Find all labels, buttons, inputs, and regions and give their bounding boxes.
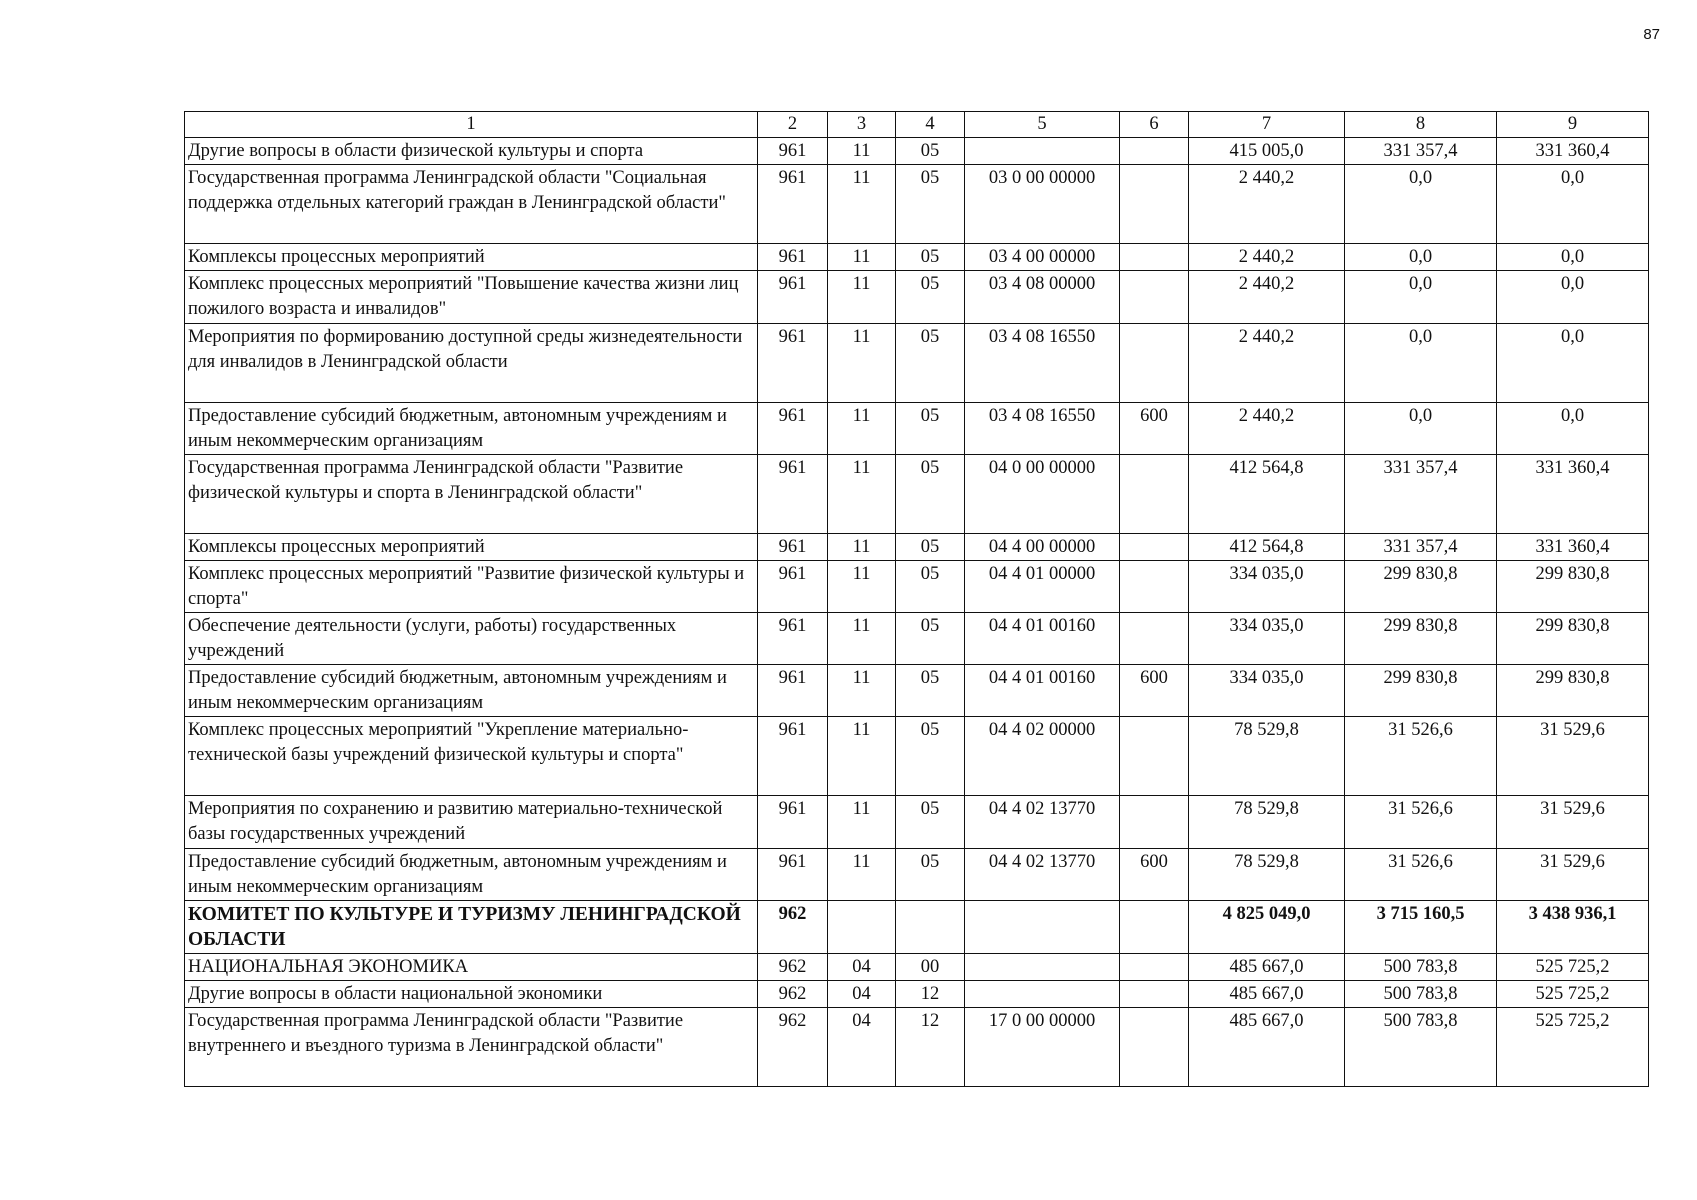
table-row [185,455,1649,534]
cell-col-8: 500 783,8 [1345,954,1497,981]
cell-col-8: 0,0 [1345,165,1497,244]
cell-col-2: 961 [758,324,828,403]
cell-col-3: 11 [828,271,896,324]
cell-col-8: 331 357,4 [1345,534,1497,561]
cell-col-5 [965,954,1120,981]
cell-col-4 [896,901,965,954]
cell-col-4: 05 [896,849,965,901]
cell-col-3: 11 [828,165,896,244]
cell-col-6 [1120,271,1189,324]
cell-col-7: 415 005,0 [1189,138,1345,165]
cell-col-9: 0,0 [1497,271,1649,324]
table-row [185,138,1649,165]
cell-col-5: 04 4 01 00160 [965,613,1120,665]
cell-col-6 [1120,717,1189,796]
cell-col-4: 05 [896,138,965,165]
cell-col-3: 04 [828,981,896,1008]
cell-col-7: 78 529,8 [1189,849,1345,901]
cell-col-6 [1120,901,1189,954]
row-name: Государственная программа Ленинградской области "Социальная поддержка отдельных категорий граждан в Ленинградской области" [185,165,758,244]
header-col-7: 7 [1189,112,1345,138]
cell-col-2: 961 [758,665,828,717]
cell-col-9: 31 529,6 [1497,796,1649,849]
table-row [185,324,1649,403]
header-col-8: 8 [1345,112,1497,138]
cell-col-5: 17 0 00 00000 [965,1008,1120,1087]
cell-col-2: 961 [758,138,828,165]
cell-col-8: 31 526,6 [1345,796,1497,849]
row-name: Предоставление субсидий бюджетным, автономным учреждениям и иным некоммерческим организациям [185,665,758,717]
cell-col-9: 31 529,6 [1497,849,1649,901]
cell-col-2: 961 [758,534,828,561]
cell-col-9: 331 360,4 [1497,534,1649,561]
cell-col-6 [1120,138,1189,165]
cell-col-4: 00 [896,954,965,981]
cell-col-9: 525 725,2 [1497,1008,1649,1087]
cell-col-5: 04 4 02 13770 [965,796,1120,849]
cell-col-9: 299 830,8 [1497,665,1649,717]
table-row [185,613,1649,665]
cell-col-4: 05 [896,403,965,455]
cell-col-5: 03 4 08 16550 [965,324,1120,403]
cell-col-7: 334 035,0 [1189,665,1345,717]
row-name: Мероприятия по сохранению и развитию материально-технической базы государственных учреждений [185,796,758,849]
cell-col-8: 0,0 [1345,324,1497,403]
cell-col-8: 0,0 [1345,271,1497,324]
row-name: НАЦИОНАЛЬНАЯ ЭКОНОМИКА [185,954,758,981]
table-row [185,981,1649,1008]
cell-col-5: 04 4 02 00000 [965,717,1120,796]
cell-col-4: 05 [896,561,965,613]
table-row [185,954,1649,981]
row-name: Обеспечение деятельности (услуги, работы) государственных учреждений [185,613,758,665]
cell-col-7: 78 529,8 [1189,717,1345,796]
cell-col-9: 331 360,4 [1497,455,1649,534]
table-row [185,165,1649,244]
cell-col-9: 0,0 [1497,324,1649,403]
row-name: Другие вопросы в области национальной экономики [185,981,758,1008]
cell-col-8: 3 715 160,5 [1345,901,1497,954]
cell-col-2: 961 [758,613,828,665]
cell-col-7: 412 564,8 [1189,534,1345,561]
cell-col-2: 961 [758,455,828,534]
header-col-3: 3 [828,112,896,138]
cell-col-9: 31 529,6 [1497,717,1649,796]
cell-col-8: 299 830,8 [1345,613,1497,665]
cell-col-4: 05 [896,534,965,561]
cell-col-5: 03 4 08 16550 [965,403,1120,455]
cell-col-9: 299 830,8 [1497,561,1649,613]
cell-col-5: 03 4 00 00000 [965,244,1120,271]
table-row [185,271,1649,324]
cell-col-8: 299 830,8 [1345,561,1497,613]
cell-col-7: 412 564,8 [1189,455,1345,534]
cell-col-5: 04 0 00 00000 [965,455,1120,534]
cell-col-7: 485 667,0 [1189,981,1345,1008]
row-name: Мероприятия по формированию доступной среды жизнедеятельности для инвалидов в Ленинградской области [185,324,758,403]
cell-col-2: 961 [758,796,828,849]
cell-col-4: 05 [896,271,965,324]
cell-col-4: 05 [896,665,965,717]
cell-col-7: 2 440,2 [1189,324,1345,403]
cell-col-7: 2 440,2 [1189,165,1345,244]
cell-col-7: 334 035,0 [1189,613,1345,665]
row-name: Комплекс процессных мероприятий "Повышение качества жизни лиц пожилого возраста и инвалидов" [185,271,758,324]
cell-col-2: 961 [758,561,828,613]
cell-col-6 [1120,613,1189,665]
header-col-5: 5 [965,112,1120,138]
cell-col-3: 11 [828,849,896,901]
cell-col-2: 962 [758,954,828,981]
cell-col-4: 05 [896,796,965,849]
cell-col-3: 11 [828,796,896,849]
cell-col-6 [1120,324,1189,403]
cell-col-9: 0,0 [1497,244,1649,271]
cell-col-4: 05 [896,324,965,403]
table-row [185,403,1649,455]
cell-col-5 [965,138,1120,165]
cell-col-8: 299 830,8 [1345,665,1497,717]
cell-col-7: 2 440,2 [1189,244,1345,271]
cell-col-6 [1120,165,1189,244]
header-row [185,112,1649,138]
cell-col-3: 11 [828,138,896,165]
table-row [185,901,1649,954]
table-row [185,244,1649,271]
cell-col-7: 334 035,0 [1189,561,1345,613]
row-name: Предоставление субсидий бюджетным, автономным учреждениям и иным некоммерческим организациям [185,403,758,455]
cell-col-2: 961 [758,271,828,324]
row-name: Другие вопросы в области физической культуры и спорта [185,138,758,165]
cell-col-2: 961 [758,244,828,271]
cell-col-8: 331 357,4 [1345,138,1497,165]
cell-col-3: 11 [828,244,896,271]
cell-col-3: 11 [828,403,896,455]
cell-col-3 [828,901,896,954]
row-name: Предоставление субсидий бюджетным, автономным учреждениям и иным некоммерческим организациям [185,849,758,901]
cell-col-7: 485 667,0 [1189,954,1345,981]
cell-col-6 [1120,981,1189,1008]
cell-col-6 [1120,954,1189,981]
cell-col-3: 11 [828,324,896,403]
cell-col-3: 04 [828,954,896,981]
cell-col-8: 0,0 [1345,403,1497,455]
table-row [185,534,1649,561]
cell-col-6 [1120,796,1189,849]
cell-col-7: 78 529,8 [1189,796,1345,849]
table-row [185,717,1649,796]
cell-col-5: 03 0 00 00000 [965,165,1120,244]
cell-col-5: 04 4 02 13770 [965,849,1120,901]
cell-col-5 [965,981,1120,1008]
table-row [185,1008,1649,1087]
cell-col-8: 500 783,8 [1345,1008,1497,1087]
cell-col-5 [965,901,1120,954]
header-col-2: 2 [758,112,828,138]
table-row [185,796,1649,849]
cell-col-7: 4 825 049,0 [1189,901,1345,954]
cell-col-2: 961 [758,849,828,901]
cell-col-3: 11 [828,613,896,665]
row-name: Государственная программа Ленинградской области "Развитие физической культуры и спорта в Ленинградской области" [185,455,758,534]
row-name: Государственная программа Ленинградской области "Развитие внутреннего и въездного туризма в Ленинградской области" [185,1008,758,1087]
header-col-9: 9 [1497,112,1649,138]
cell-col-8: 31 526,6 [1345,849,1497,901]
cell-col-4: 05 [896,455,965,534]
cell-col-2: 961 [758,717,828,796]
cell-col-6 [1120,534,1189,561]
cell-col-2: 962 [758,1008,828,1087]
cell-col-3: 11 [828,717,896,796]
cell-col-3: 11 [828,665,896,717]
cell-col-6 [1120,1008,1189,1087]
cell-col-9: 525 725,2 [1497,954,1649,981]
header-col-6: 6 [1120,112,1189,138]
cell-col-2: 961 [758,403,828,455]
cell-col-6: 600 [1120,403,1189,455]
cell-col-9: 0,0 [1497,165,1649,244]
row-name: КОМИТЕТ ПО КУЛЬТУРЕ И ТУРИЗМУ ЛЕНИНГРАДСКОЙ ОБЛАСТИ [185,901,758,954]
table-row [185,665,1649,717]
cell-col-5: 03 4 08 00000 [965,271,1120,324]
cell-col-3: 11 [828,561,896,613]
cell-col-5: 04 4 01 00000 [965,561,1120,613]
cell-col-8: 331 357,4 [1345,455,1497,534]
cell-col-6: 600 [1120,849,1189,901]
cell-col-9: 3 438 936,1 [1497,901,1649,954]
cell-col-6: 600 [1120,665,1189,717]
header-col-4: 4 [896,112,965,138]
row-name: Комплекс процессных мероприятий "Развитие физической культуры и спорта" [185,561,758,613]
cell-col-6 [1120,561,1189,613]
cell-col-4: 12 [896,981,965,1008]
cell-col-4: 05 [896,165,965,244]
table-row [185,849,1649,901]
cell-col-4: 12 [896,1008,965,1087]
cell-col-9: 0,0 [1497,403,1649,455]
row-name: Комплексы процессных мероприятий [185,244,758,271]
header-col-1: 1 [185,112,758,138]
cell-col-8: 31 526,6 [1345,717,1497,796]
cell-col-4: 05 [896,244,965,271]
budget-table [184,111,1649,1087]
cell-col-6 [1120,455,1189,534]
cell-col-8: 0,0 [1345,244,1497,271]
cell-col-5: 04 4 01 00160 [965,665,1120,717]
cell-col-7: 485 667,0 [1189,1008,1345,1087]
cell-col-2: 961 [758,165,828,244]
cell-col-9: 525 725,2 [1497,981,1649,1008]
cell-col-3: 04 [828,1008,896,1087]
row-name: Комплекс процессных мероприятий "Укрепление материально-технической базы учреждений физической культуры и спорта" [185,717,758,796]
cell-col-5: 04 4 00 00000 [965,534,1120,561]
cell-col-8: 500 783,8 [1345,981,1497,1008]
cell-col-6 [1120,244,1189,271]
cell-col-4: 05 [896,613,965,665]
cell-col-2: 962 [758,901,828,954]
cell-col-7: 2 440,2 [1189,403,1345,455]
cell-col-2: 962 [758,981,828,1008]
cell-col-4: 05 [896,717,965,796]
table-row [185,561,1649,613]
row-name: Комплексы процессных мероприятий [185,534,758,561]
cell-col-3: 11 [828,534,896,561]
page-number: 87 [1643,26,1660,43]
cell-col-7: 2 440,2 [1189,271,1345,324]
cell-col-9: 331 360,4 [1497,138,1649,165]
cell-col-9: 299 830,8 [1497,613,1649,665]
cell-col-3: 11 [828,455,896,534]
